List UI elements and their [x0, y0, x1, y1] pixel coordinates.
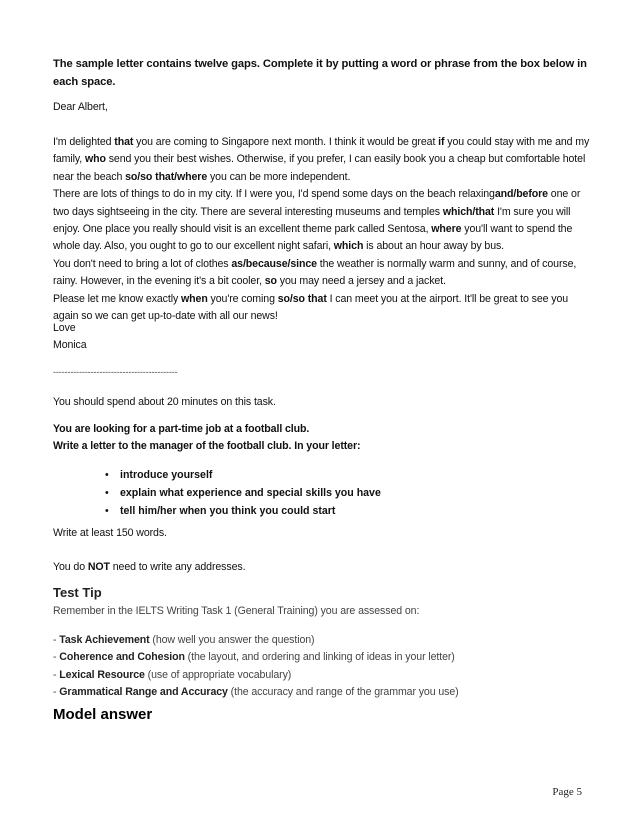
letter-body — [53, 134, 593, 325]
task-prompt — [53, 421, 593, 456]
page-number: Page 5 — [552, 786, 582, 798]
gap-answer: and/before — [494, 188, 548, 201]
addresses-note: You do NOT need to write any addresses. — [53, 561, 246, 573]
letter-closing — [53, 320, 593, 355]
gap-answer: which/that — [442, 205, 495, 218]
task-bullet: • tell him/her when you think you could start — [102, 502, 381, 520]
task-line-1: You are looking for a part-time job at a football club. — [53, 423, 310, 435]
exercise-instruction: The sample letter contains twelve gaps. Complete it by putting a word or phrase from the box below in each space. — [53, 58, 587, 88]
gap-answer: so/so that — [277, 292, 327, 305]
gap-answer: which — [333, 240, 364, 253]
gap-answer: as/because/since — [231, 257, 317, 270]
task-bullet-list — [102, 466, 381, 520]
criterion-item: - Lexical Resource (use of appropriate vocabulary) — [53, 668, 292, 681]
closing-word: Love — [53, 322, 76, 334]
test-tip-text: Remember in the IELTS Writing Task 1 (General Training) you are assessed on: — [53, 605, 420, 617]
task-line-2: Write a letter to the manager of the football club. In your letter: — [53, 440, 361, 453]
criterion-item: - Coherence and Cohesion (the layout, and ordering and linking of ideas in your letter) — [53, 651, 455, 664]
task-bullet: • introduce yourself — [102, 466, 381, 484]
gap-answer: so — [264, 275, 277, 288]
gap-answer: where — [431, 223, 462, 236]
section-divider: ------------------------------------------- — [53, 367, 178, 377]
letter-salutation: Dear Albert, — [53, 101, 108, 113]
letter-paragraph-1: I'm delighted that you are coming to Singapore next month. I think it would be great if you could stay with me and my family, who send you their best wishes. Otherwise, if you prefer, I can easily book you a cheap but comfortable hotel near the beach so/so that/where you can be more independent. — [53, 136, 590, 183]
criterion-item: - Grammatical Range and Accuracy (the accuracy and range of the grammar you use) — [53, 686, 459, 699]
gap-answer: so/so that/where — [125, 170, 208, 183]
letter-paragraph-4: Please let me know exactly when you're coming so/so that I can meet you at the airport. It'll be great to see you again so we can get up-to-date with all our news! — [53, 292, 569, 323]
gap-answer: when — [181, 292, 208, 305]
criterion-item: - Task Achievement (how well you answer the question) — [53, 634, 315, 646]
word-count-note: Write at least 150 words. — [53, 527, 167, 539]
model-answer-heading: Model answer — [53, 706, 153, 723]
gap-answer: who — [84, 153, 106, 166]
time-note: You should spend about 20 minutes on this task. — [53, 396, 276, 408]
gap-answer: if — [438, 136, 445, 148]
letter-paragraph-3: You don't need to bring a lot of clothes as/because/since the weather is normally warm and sunny, and of course, rainy. However, in the evening it's a bit cooler, so you may need a jersey and a jacket. — [53, 257, 577, 288]
task-bullet: • explain what experience and special skills you have — [102, 484, 381, 502]
assessment-criteria — [53, 632, 593, 702]
gap-answer: that — [114, 136, 134, 148]
test-tip-heading: Test Tip — [53, 585, 102, 600]
letter-paragraph-2: There are lots of things to do in my city. If I were you, I'd spend some days on the beach relaxingand/before one or two days sightseeing in the city. There are several interesting museums and temples which/that I'm sure you will enjoy. One place you really should visit is an excellent theme park called Sentosa, where you'll want to spend the whole day. Also, you ought to go to our excellent night safari, which is about an hour away by bus. — [53, 188, 581, 253]
signature: Monica — [53, 339, 87, 352]
